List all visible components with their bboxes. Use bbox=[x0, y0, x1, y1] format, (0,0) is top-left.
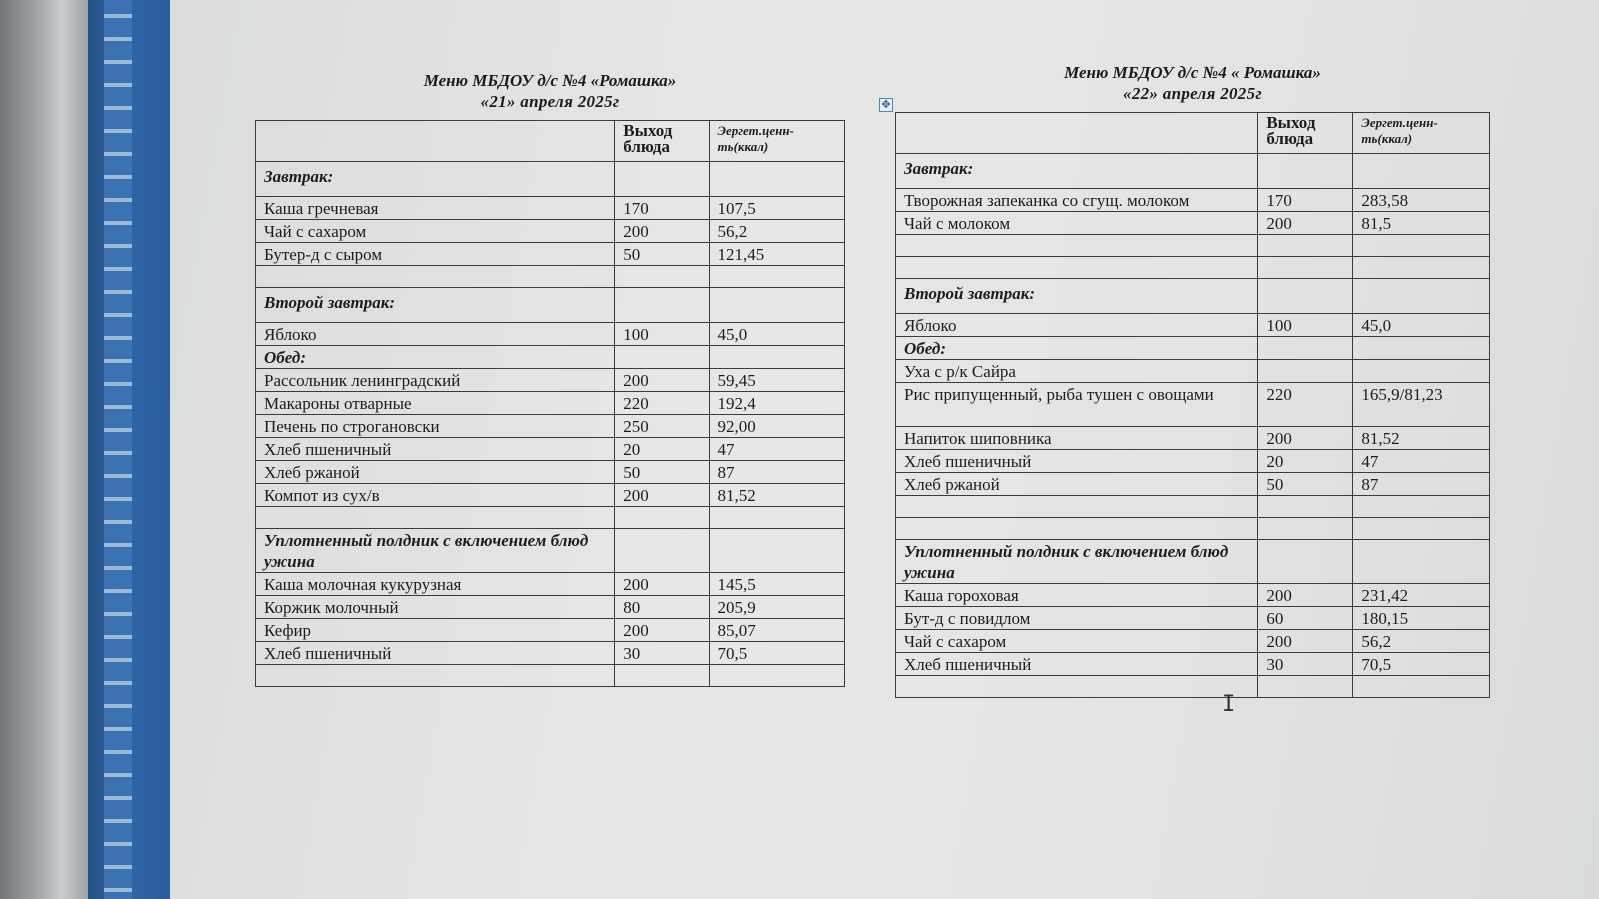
dish-cell[interactable]: Компот из сух/в bbox=[256, 484, 615, 507]
kcal-cell[interactable]: 45,0 bbox=[1353, 314, 1490, 337]
section-title[interactable]: Завтрак: bbox=[896, 154, 1258, 189]
kcal-cell[interactable] bbox=[1353, 257, 1490, 279]
yield-cell[interactable]: 220 bbox=[1258, 383, 1353, 427]
table-row bbox=[896, 314, 1490, 337]
kcal-cell[interactable]: 81,5 bbox=[1353, 212, 1490, 235]
menu-title: Меню МБДОУ д/с №4 «Ромашка» bbox=[423, 71, 677, 90]
vertical-ruler[interactable] bbox=[104, 0, 132, 899]
yield-cell[interactable] bbox=[615, 288, 709, 323]
empty-row bbox=[896, 518, 1490, 540]
header-kcal-cell[interactable]: Эергет.ценн-ть(ккал) bbox=[709, 121, 844, 162]
yield-cell[interactable] bbox=[1258, 257, 1353, 279]
section-row bbox=[896, 540, 1490, 584]
dish-cell[interactable]: Печень по строгановски bbox=[256, 415, 615, 438]
yield-cell[interactable] bbox=[1258, 496, 1353, 518]
yield-cell[interactable]: 200 bbox=[1258, 212, 1353, 235]
dish-cell[interactable]: Яблоко bbox=[256, 323, 615, 346]
kcal-cell[interactable]: 56,2 bbox=[709, 220, 844, 243]
kcal-cell[interactable]: 145,5 bbox=[709, 573, 844, 596]
kcal-cell[interactable]: 70,5 bbox=[1353, 653, 1490, 676]
dish-cell[interactable] bbox=[256, 507, 615, 529]
yield-cell[interactable] bbox=[615, 266, 709, 288]
dish-cell[interactable]: Каша молочная кукурузная bbox=[256, 573, 615, 596]
empty-row bbox=[896, 496, 1490, 518]
table-row bbox=[896, 450, 1490, 473]
kcal-cell[interactable]: 231,42 bbox=[1353, 584, 1490, 607]
kcal-cell[interactable] bbox=[709, 162, 844, 197]
kcal-cell[interactable]: 59,45 bbox=[709, 369, 844, 392]
section-row bbox=[256, 162, 845, 197]
yield-cell[interactable]: 100 bbox=[1258, 314, 1353, 337]
yield-cell[interactable] bbox=[1258, 518, 1353, 540]
kcal-cell[interactable] bbox=[1353, 235, 1490, 257]
yield-cell[interactable] bbox=[615, 529, 709, 573]
menu-title: Меню МБДОУ д/с №4 « Ромашка» bbox=[1064, 63, 1321, 82]
table-row bbox=[896, 427, 1490, 450]
yield-cell[interactable]: 20 bbox=[615, 438, 709, 461]
section-title[interactable]: Уплотненный полдник с включением блюд ужина bbox=[256, 529, 615, 573]
section-row bbox=[896, 279, 1490, 314]
dish-cell[interactable]: Бутер-д с сыром bbox=[256, 243, 615, 266]
yield-cell[interactable]: 170 bbox=[615, 197, 709, 220]
yield-cell[interactable]: 200 bbox=[1258, 427, 1353, 450]
kcal-cell[interactable] bbox=[709, 346, 844, 369]
table-row bbox=[256, 323, 845, 346]
dish-cell[interactable]: Коржик молочный bbox=[256, 596, 615, 619]
table-row bbox=[896, 630, 1490, 653]
yield-cell[interactable] bbox=[1258, 154, 1353, 189]
table-row bbox=[256, 415, 845, 438]
yield-cell[interactable]: 50 bbox=[615, 243, 709, 266]
yield-cell[interactable]: 100 bbox=[615, 323, 709, 346]
yield-cell[interactable] bbox=[615, 507, 709, 529]
kcal-cell[interactable] bbox=[1353, 360, 1490, 383]
section-title[interactable]: Второй завтрак: bbox=[256, 288, 615, 323]
yield-cell[interactable]: 200 bbox=[615, 619, 709, 642]
table-row bbox=[896, 653, 1490, 676]
dish-cell[interactable]: Уха с р/к Сайра bbox=[896, 360, 1258, 383]
yield-cell[interactable]: 200 bbox=[1258, 630, 1353, 653]
menu-table[interactable] bbox=[895, 112, 1490, 698]
table-row bbox=[256, 392, 845, 415]
kcal-cell[interactable] bbox=[1353, 337, 1490, 360]
table-row bbox=[896, 360, 1490, 383]
dish-cell[interactable]: Хлеб пшеничный bbox=[896, 653, 1258, 676]
menu-header bbox=[895, 62, 1490, 104]
table-row bbox=[256, 369, 845, 392]
yield-cell[interactable] bbox=[1258, 235, 1353, 257]
table-header-row bbox=[256, 121, 845, 162]
menu-day-21 bbox=[255, 70, 845, 687]
yield-cell[interactable] bbox=[615, 346, 709, 369]
yield-cell[interactable]: 200 bbox=[615, 484, 709, 507]
kcal-cell[interactable]: 81,52 bbox=[1353, 427, 1490, 450]
yield-cell[interactable]: 60 bbox=[1258, 607, 1353, 630]
dish-cell[interactable] bbox=[256, 266, 615, 288]
section-row bbox=[896, 337, 1490, 360]
dish-cell[interactable]: Рис припущенный, рыба тушен с овощами bbox=[896, 383, 1258, 427]
dish-cell[interactable]: Хлеб ржаной bbox=[256, 461, 615, 484]
kcal-cell[interactable]: 87 bbox=[709, 461, 844, 484]
yield-cell[interactable] bbox=[1258, 337, 1353, 360]
empty-row bbox=[896, 676, 1490, 698]
kcal-cell[interactable] bbox=[1353, 540, 1490, 584]
kcal-cell[interactable] bbox=[709, 507, 844, 529]
dish-cell[interactable]: Кефир bbox=[256, 619, 615, 642]
header-dish-cell[interactable] bbox=[896, 113, 1258, 154]
section-row bbox=[256, 288, 845, 323]
table-row bbox=[256, 573, 845, 596]
kcal-cell[interactable] bbox=[709, 529, 844, 573]
kcal-cell[interactable]: 180,15 bbox=[1353, 607, 1490, 630]
table-row bbox=[256, 484, 845, 507]
empty-row bbox=[896, 235, 1490, 257]
table-row bbox=[256, 619, 845, 642]
empty-row bbox=[256, 665, 845, 687]
kcal-cell[interactable]: 121,45 bbox=[709, 243, 844, 266]
dish-cell[interactable]: Чай с молоком bbox=[896, 212, 1258, 235]
table-row bbox=[256, 220, 845, 243]
kcal-cell[interactable]: 70,5 bbox=[709, 642, 844, 665]
kcal-cell[interactable]: 283,58 bbox=[1353, 189, 1490, 212]
dish-cell[interactable]: Макароны отварные bbox=[256, 392, 615, 415]
menu-table[interactable] bbox=[255, 120, 845, 687]
kcal-cell[interactable]: 107,5 bbox=[709, 197, 844, 220]
table-row bbox=[256, 438, 845, 461]
table-header-row bbox=[896, 113, 1490, 154]
table-row bbox=[256, 596, 845, 619]
kcal-cell[interactable]: 56,2 bbox=[1353, 630, 1490, 653]
kcal-cell[interactable] bbox=[1353, 496, 1490, 518]
section-title[interactable]: Обед: bbox=[896, 337, 1258, 360]
table-row bbox=[896, 212, 1490, 235]
table-row bbox=[896, 189, 1490, 212]
menu-header bbox=[255, 70, 845, 112]
table-row bbox=[896, 584, 1490, 607]
kcal-cell[interactable] bbox=[1353, 154, 1490, 189]
ibeam-cursor-icon: I bbox=[1222, 692, 1236, 717]
kcal-cell[interactable]: 205,9 bbox=[709, 596, 844, 619]
section-title[interactable]: Уплотненный полдник с включением блюд ужина bbox=[896, 540, 1258, 584]
dish-cell[interactable] bbox=[896, 676, 1258, 698]
header-kcal-cell[interactable]: Эергет.ценн-ть(ккал) bbox=[1353, 113, 1490, 154]
dish-cell[interactable]: Каша гороховая bbox=[896, 584, 1258, 607]
yield-cell[interactable]: 170 bbox=[1258, 189, 1353, 212]
yield-cell[interactable]: 200 bbox=[1258, 584, 1353, 607]
dish-cell[interactable] bbox=[896, 518, 1258, 540]
yield-cell[interactable]: 50 bbox=[1258, 473, 1353, 496]
table-row bbox=[896, 383, 1490, 427]
table-row bbox=[896, 473, 1490, 496]
table-row bbox=[896, 607, 1490, 630]
dish-cell[interactable] bbox=[896, 257, 1258, 279]
kcal-cell[interactable]: 87 bbox=[1353, 473, 1490, 496]
yield-cell[interactable] bbox=[1258, 360, 1353, 383]
yield-cell[interactable]: 30 bbox=[1258, 653, 1353, 676]
yield-cell[interactable]: 220 bbox=[615, 392, 709, 415]
dish-cell[interactable]: Рассольник ленинградский bbox=[256, 369, 615, 392]
kcal-cell[interactable]: 45,0 bbox=[709, 323, 844, 346]
kcal-cell[interactable]: 81,52 bbox=[709, 484, 844, 507]
dish-cell[interactable]: Яблоко bbox=[896, 314, 1258, 337]
menu-date: «21» апреля 2025г bbox=[480, 92, 620, 111]
dish-cell[interactable] bbox=[896, 235, 1258, 257]
kcal-cell[interactable] bbox=[709, 266, 844, 288]
header-dish-cell[interactable] bbox=[256, 121, 615, 162]
dish-cell[interactable] bbox=[896, 496, 1258, 518]
table-row bbox=[256, 642, 845, 665]
kcal-cell[interactable]: 92,00 bbox=[709, 415, 844, 438]
section-row bbox=[896, 154, 1490, 189]
yield-cell[interactable]: 200 bbox=[615, 369, 709, 392]
yield-cell[interactable]: 80 bbox=[615, 596, 709, 619]
dish-cell[interactable] bbox=[256, 665, 615, 687]
yield-cell[interactable]: 200 bbox=[615, 573, 709, 596]
yield-cell[interactable] bbox=[1258, 540, 1353, 584]
kcal-cell[interactable] bbox=[709, 665, 844, 687]
menu-day-22 bbox=[881, 62, 1490, 698]
kcal-cell[interactable] bbox=[1353, 518, 1490, 540]
kcal-cell[interactable]: 165,9/81,23 bbox=[1353, 383, 1490, 427]
section-title[interactable]: Обед: bbox=[256, 346, 615, 369]
header-yield-cell[interactable]: Выход блюда bbox=[1258, 113, 1353, 154]
yield-cell[interactable] bbox=[1258, 676, 1353, 698]
dish-cell[interactable]: Каша гречневая bbox=[256, 197, 615, 220]
yield-cell[interactable] bbox=[1258, 279, 1353, 314]
yield-cell[interactable]: 250 bbox=[615, 415, 709, 438]
empty-row bbox=[256, 507, 845, 529]
yield-cell[interactable]: 30 bbox=[615, 642, 709, 665]
yield-cell[interactable] bbox=[615, 665, 709, 687]
table-row bbox=[256, 461, 845, 484]
section-title[interactable]: Завтрак: bbox=[256, 162, 615, 197]
kcal-cell[interactable] bbox=[1353, 279, 1490, 314]
yield-cell[interactable]: 20 bbox=[1258, 450, 1353, 473]
header-yield-cell[interactable]: Выход блюда bbox=[615, 121, 709, 162]
dish-cell[interactable]: Творожная запеканка со сгущ. молоком bbox=[896, 189, 1258, 212]
kcal-cell[interactable]: 85,07 bbox=[709, 619, 844, 642]
dish-cell[interactable]: Напиток шиповника bbox=[896, 427, 1258, 450]
kcal-cell[interactable] bbox=[709, 288, 844, 323]
section-row bbox=[256, 346, 845, 369]
dish-cell[interactable]: Чай с сахаром bbox=[896, 630, 1258, 653]
kcal-cell[interactable]: 192,4 bbox=[709, 392, 844, 415]
yield-cell[interactable]: 200 bbox=[615, 220, 709, 243]
kcal-cell[interactable]: 47 bbox=[1353, 450, 1490, 473]
move-handle-icon[interactable]: ✥ bbox=[879, 98, 893, 112]
dish-cell[interactable]: Бут-д с повидлом bbox=[896, 607, 1258, 630]
yield-cell[interactable] bbox=[615, 162, 709, 197]
dish-cell[interactable]: Хлеб пшеничный bbox=[256, 642, 615, 665]
table-row bbox=[256, 243, 845, 266]
dish-cell[interactable]: Хлеб ржаной bbox=[896, 473, 1258, 496]
kcal-cell[interactable] bbox=[1353, 676, 1490, 698]
empty-row bbox=[896, 257, 1490, 279]
empty-row bbox=[256, 266, 845, 288]
table-row bbox=[256, 197, 845, 220]
yield-cell[interactable]: 50 bbox=[615, 461, 709, 484]
dish-cell[interactable]: Хлеб пшеничный bbox=[896, 450, 1258, 473]
menu-date: «22» апреля 2025г bbox=[1123, 84, 1262, 103]
section-title[interactable]: Второй завтрак: bbox=[896, 279, 1258, 314]
dish-cell[interactable]: Чай с сахаром bbox=[256, 220, 615, 243]
dish-cell[interactable]: Хлеб пшеничный bbox=[256, 438, 615, 461]
kcal-cell[interactable]: 47 bbox=[709, 438, 844, 461]
section-row bbox=[256, 529, 845, 573]
